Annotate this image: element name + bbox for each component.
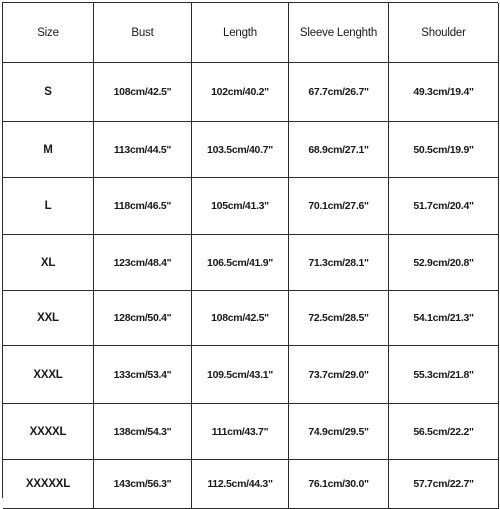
sleeve-length-value: 67.7cm/26.7"	[289, 63, 389, 122]
sleeve-length-value: 73.7cm/29.0"	[289, 346, 389, 404]
shoulder-value: 52.9cm/20.8"	[389, 235, 499, 291]
length-value: 106.5cm/41.9"	[192, 235, 289, 291]
length-value: 111cm/43.7"	[192, 404, 289, 460]
header-length: Length	[192, 3, 289, 63]
size-label: M	[3, 122, 94, 178]
bust-value: 138cm/54.3"	[94, 404, 192, 460]
bust-value: 143cm/56.3"	[94, 460, 192, 509]
size-chart-table	[2, 2, 498, 498]
sleeve-length-value: 74.9cm/29.5"	[289, 404, 389, 460]
length-value: 103.5cm/40.7"	[192, 122, 289, 178]
size-label: XL	[3, 235, 94, 291]
shoulder-value: 57.7cm/22.7"	[389, 460, 499, 509]
shoulder-value: 49.3cm/19.4"	[389, 63, 499, 122]
header-shoulder: Shoulder	[389, 3, 499, 63]
shoulder-value: 56.5cm/22.2"	[389, 404, 499, 460]
bust-value: 133cm/53.4"	[94, 346, 192, 404]
header-sleeve-length: Sleeve Lenghth	[289, 3, 389, 63]
sleeve-length-value: 72.5cm/28.5"	[289, 291, 389, 346]
shoulder-value: 55.3cm/21.8"	[389, 346, 499, 404]
length-value: 102cm/40.2"	[192, 63, 289, 122]
bust-value: 113cm/44.5"	[94, 122, 192, 178]
length-value: 105cm/41.3"	[192, 178, 289, 235]
size-label: XXL	[3, 291, 94, 346]
bust-value: 123cm/48.4"	[94, 235, 192, 291]
header-bust: Bust	[94, 3, 192, 63]
sleeve-length-value: 76.1cm/30.0"	[289, 460, 389, 509]
sleeve-length-value: 71.3cm/28.1"	[289, 235, 389, 291]
shoulder-value: 51.7cm/20.4"	[389, 178, 499, 235]
shoulder-value: 54.1cm/21.3"	[389, 291, 499, 346]
shoulder-value: 50.5cm/19.9"	[389, 122, 499, 178]
size-label: S	[3, 63, 94, 122]
size-label: XXXXXL	[3, 460, 94, 509]
header-size: Size	[3, 3, 94, 63]
size-label: L	[3, 178, 94, 235]
size-label: XXXL	[3, 346, 94, 404]
sleeve-length-value: 68.9cm/27.1"	[289, 122, 389, 178]
bust-value: 108cm/42.5"	[94, 63, 192, 122]
bust-value: 128cm/50.4"	[94, 291, 192, 346]
sleeve-length-value: 70.1cm/27.6"	[289, 178, 389, 235]
size-label: XXXXL	[3, 404, 94, 460]
length-value: 112.5cm/44.3"	[192, 460, 289, 509]
length-value: 109.5cm/43.1"	[192, 346, 289, 404]
length-value: 108cm/42.5"	[192, 291, 289, 346]
bust-value: 118cm/46.5"	[94, 178, 192, 235]
